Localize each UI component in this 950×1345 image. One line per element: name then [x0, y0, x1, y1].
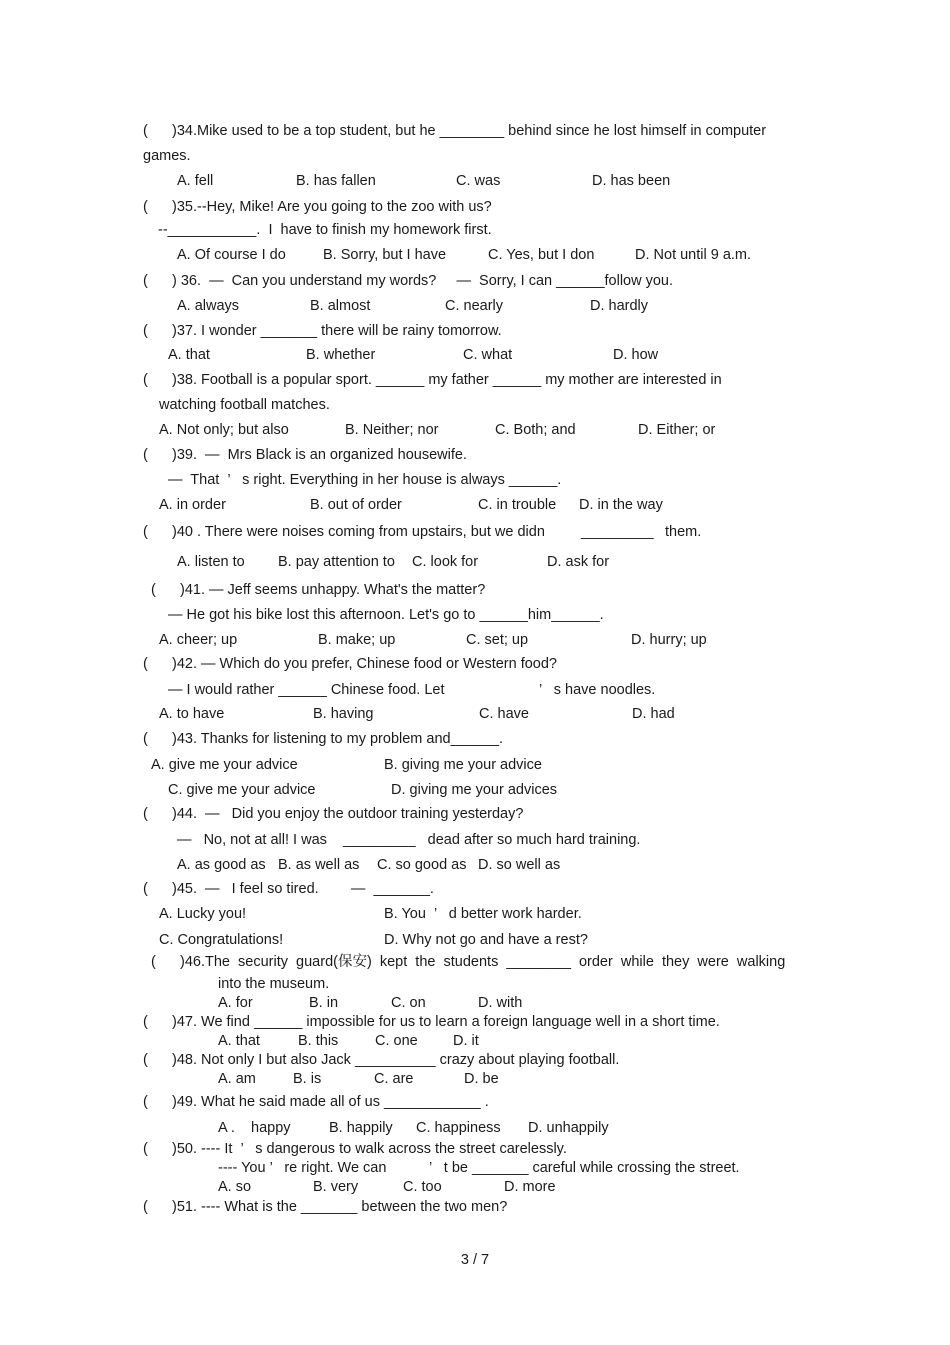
- q44-option-a: A. as good as: [177, 857, 266, 873]
- q49-option-c: C. happiness: [416, 1120, 501, 1136]
- q45-stem: ( )45. — I feel so tired. — _______.: [143, 881, 434, 897]
- q41-option-a: A. cheer; up: [159, 632, 238, 648]
- q48-stem: ( )48. Not only I but also Jack __________ crazy about playing football.: [143, 1052, 620, 1068]
- q35-option-b: B. Sorry, but I have: [323, 247, 447, 263]
- q47-option-a: A. that: [218, 1033, 260, 1049]
- q41-option-c: C. set; up: [466, 632, 529, 648]
- q39-option-d: D. in the way: [579, 497, 663, 513]
- q34-stem: ( )34.Mike used to be a top student, but he ________ behind since he lost himself in computer: [143, 123, 767, 139]
- q41-option-b: B. make; up: [318, 632, 396, 648]
- q35-option-c: C. Yes, but I don: [488, 247, 595, 263]
- q37-option-c: C. what: [463, 347, 513, 363]
- q43-option-a: A. give me your advice: [151, 757, 298, 773]
- q35-stem-cont: --___________. I have to finish my homework first.: [158, 222, 492, 238]
- q36-option-c: C. nearly: [445, 298, 504, 314]
- q38-option-b: B. Neither; nor: [345, 422, 439, 438]
- q47-option-b: B. this: [298, 1033, 339, 1049]
- q50-option-b: B. very: [313, 1179, 359, 1195]
- q46-stem: ( )46.The security guard(保安) kept the students ________ order while they were walking: [151, 954, 786, 970]
- q48-option-d: D. be: [464, 1071, 499, 1087]
- q35-option-d: D. Not until 9 a.m.: [635, 247, 752, 263]
- q34-option-c: C. was: [456, 173, 501, 189]
- q37-stem: ( )37. I wonder _______ there will be rainy tomorrow.: [143, 323, 502, 339]
- q51-stem: ( )51. ---- What is the _______ between the two men?: [143, 1199, 508, 1215]
- q40-blank: _________: [581, 524, 654, 540]
- q47-stem: ( )47. We find ______ impossible for us to learn a foreign language well in a short time.: [143, 1014, 720, 1030]
- q48-option-c: C. are: [374, 1071, 414, 1087]
- q36-option-a: A. always: [177, 298, 240, 314]
- q50-stem: ( )50. ---- It ’ s dangerous to walk across the street carelessly.: [143, 1141, 567, 1157]
- q43-option-b: B. giving me your advice: [384, 757, 542, 773]
- q44-option-d: D. so well as: [478, 857, 561, 873]
- q37-option-d: D. how: [613, 347, 659, 363]
- q42-stem-tail: ’ s have noodles.: [539, 682, 656, 698]
- q44-option-c: C. so good as: [377, 857, 467, 873]
- q40-option-c: C. look for: [412, 554, 479, 570]
- q50-option-a: A. so: [218, 1179, 252, 1195]
- page-number: 3 / 7: [460, 1252, 490, 1268]
- q36-stem: ( ) 36. — Can you understand my words? — Sorry, I can ______follow you.: [143, 273, 674, 289]
- q49-stem: ( )49. What he said made all of us ____________ .: [143, 1094, 489, 1110]
- q38-stem-cont: watching football matches.: [159, 397, 330, 413]
- q49-option-b: B. happily: [329, 1120, 393, 1136]
- q45-option-c: C. Congratulations!: [159, 932, 284, 948]
- q46-option-d: D. with: [478, 995, 523, 1011]
- q42-option-b: B. having: [313, 706, 374, 722]
- q35-stem: ( )35.--Hey, Mike! Are you going to the zoo with us?: [143, 199, 492, 215]
- q46-option-a: A. for: [218, 995, 253, 1011]
- q38-stem: ( )38. Football is a popular sport. ______ my father ______ my mother are interested in: [143, 372, 722, 388]
- q41-option-d: D. hurry; up: [631, 632, 707, 648]
- q46-option-c: C. on: [391, 995, 426, 1011]
- q48-option-b: B. is: [293, 1071, 322, 1087]
- q42-option-c: C. have: [479, 706, 529, 722]
- q34-stem-cont: games.: [143, 148, 191, 164]
- q44-stem-cont: — No, not at all! I was _________ dead after so much hard training.: [177, 832, 641, 848]
- q47-option-d: D. it: [453, 1033, 479, 1049]
- q39-option-b: B. out of order: [310, 497, 402, 513]
- q43-option-d: D. giving me your advices: [391, 782, 558, 798]
- q39-stem: ( )39. — Mrs Black is an organized housewife.: [143, 447, 467, 463]
- q44-option-b: B. as well as: [278, 857, 360, 873]
- q44-stem: ( )44. — Did you enjoy the outdoor training yesterday?: [143, 806, 524, 822]
- q36-option-d: D. hardly: [590, 298, 649, 314]
- q34-option-a: A. fell: [177, 173, 214, 189]
- q50-stem-cont: ---- You ’ re right. We can: [218, 1160, 387, 1176]
- q41-stem: ( )41. — Jeff seems unhappy. What's the matter?: [151, 582, 486, 598]
- q45-option-d: D. Why not go and have a rest?: [384, 932, 588, 948]
- q39-stem-cont: — That ’ s right. Everything in her house is always ______.: [168, 472, 562, 488]
- q43-option-c: C. give me your advice: [168, 782, 316, 798]
- q50-option-d: D. more: [504, 1179, 556, 1195]
- q46-stem-cont: into the museum.: [218, 976, 330, 992]
- q49-option-a: A . happy: [218, 1120, 291, 1136]
- q39-option-c: C. in trouble: [478, 497, 557, 513]
- q34-option-b: B. has fallen: [296, 173, 376, 189]
- q38-option-a: A. Not only; but also: [159, 422, 289, 438]
- q35-option-a: A. Of course I do: [177, 247, 286, 263]
- q38-option-c: C. Both; and: [495, 422, 576, 438]
- q37-option-a: A. that: [168, 347, 210, 363]
- q49-option-d: D. unhappily: [528, 1120, 609, 1136]
- q37-option-b: B. whether: [306, 347, 376, 363]
- q40-option-b: B. pay attention to: [278, 554, 395, 570]
- q42-option-d: D. had: [632, 706, 675, 722]
- q42-stem-cont: — I would rather ______ Chinese food. Let: [168, 682, 445, 698]
- q41-stem-cont: — He got his bike lost this afternoon. Let's go to ______him______.: [168, 607, 604, 623]
- q42-option-a: A. to have: [159, 706, 225, 722]
- q50-option-c: C. too: [403, 1179, 442, 1195]
- q47-option-c: C. one: [375, 1033, 418, 1049]
- q39-option-a: A. in order: [159, 497, 226, 513]
- q40-option-a: A. listen to: [177, 554, 245, 570]
- q40-stem-tail: them.: [665, 524, 702, 540]
- q45-option-a: A. Lucky you!: [159, 906, 247, 922]
- q34-option-d: D. has been: [592, 173, 671, 189]
- q48-option-a: A. am: [218, 1071, 256, 1087]
- q46-option-b: B. in: [309, 995, 339, 1011]
- q38-option-d: D. Either; or: [638, 422, 716, 438]
- q42-stem: ( )42. — Which do you prefer, Chinese food or Western food?: [143, 656, 557, 672]
- q43-stem: ( )43. Thanks for listening to my problem and______.: [143, 731, 504, 747]
- q50-stem-tail: ’ t be _______ careful while crossing the street.: [429, 1160, 740, 1176]
- q36-option-b: B. almost: [310, 298, 371, 314]
- q45-option-b: B. You ’ d better work harder.: [384, 906, 582, 922]
- q40-stem: ( )40 . There were noises coming from upstairs, but we didn: [143, 524, 545, 540]
- q40-option-d: D. ask for: [547, 554, 610, 570]
